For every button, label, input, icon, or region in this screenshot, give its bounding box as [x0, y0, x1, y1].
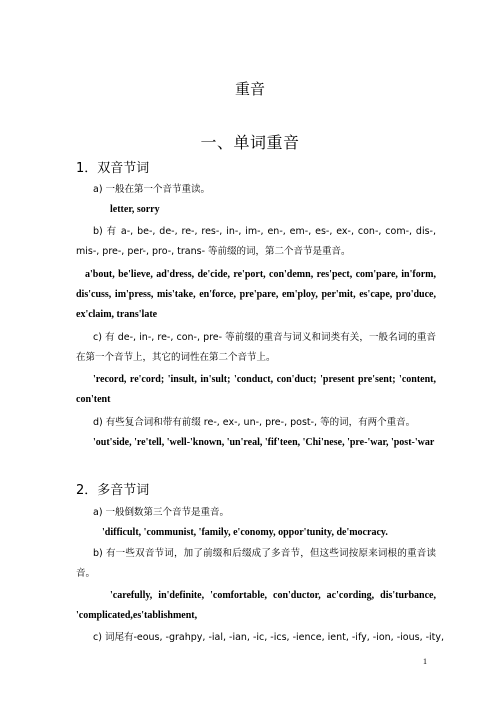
rule-1b: b) 有 a-, be-, de-, re-, res-, in-, im-, en-, em-, es-, ex-, con-, com-, dis-, mis-, pre-, per-, pro-, trans- 等前缀的词，第二个音节是重音。 [76, 226, 436, 257]
rule-1d: d) 有些复合词和带有前缀 re-, ex-, un-, pre-, post-, 等的词，有两个重音。 [93, 417, 416, 428]
page-number: 1 [423, 657, 427, 666]
example-1b: a'bout, be'lieve, ad'dress, de'cide, re'port, con'demn, res'pect, com'pare, in'form, dis'cuss, im'press, mis'take, en'force, pre'pare, em'ploy, per'mit, es'cape, pro'duce, ex'claim, trans'late [76, 269, 436, 320]
section-title: 一、单词重音 [200, 133, 300, 152]
example-2a: 'difficult, 'communist, 'family, e'conomy, oppor'tunity, de'mocracy. [102, 527, 388, 538]
rule-2a: a) 一般倒数第三个音节是重音。 [93, 507, 230, 518]
example-2b: 'carefully, in'definite, 'comfortable, con'ductor, ac'cording, dis'turbance, 'complicated,es'tablishment, [76, 590, 436, 621]
heading-polysyllabic: 2．多音节词 [76, 483, 150, 498]
rule-2c: c) 词尾有-eous, -grahpy, -ial, -ian, -ic, -ics, -ience, ient, -ify, -ion, -ious, -ity, [93, 632, 445, 643]
rule-2b: b) 有一些双音节词，加了前缀和后缀成了多音节，但这些词按原来词根的重音读音。 [76, 548, 436, 579]
example-1d: 'out'side, 're'tell, 'well-'known, 'un'real, 'fif'teen, 'Chi'nese, 'pre-'war, 'post-'war [93, 437, 435, 448]
example-1c: 'record, re'cord; 'insult, in'sult; 'conduct, con'duct; 'present pre'sent; 'content, con'tent [76, 374, 436, 405]
example-1a: letter, sorry [110, 204, 160, 215]
rule-1c: c) 有 de-, in-, re-, con-, pre- 等前缀的重音与词义和词类有关，一般名词的重音在第一个音节上，其它的词性在第二个音节上。 [76, 332, 436, 363]
page-title: 重音 [234, 80, 265, 98]
heading-disyllabic: 1．双音节词 [76, 161, 150, 176]
rule-1a: a) 一般在第一个音节重读。 [93, 184, 211, 195]
